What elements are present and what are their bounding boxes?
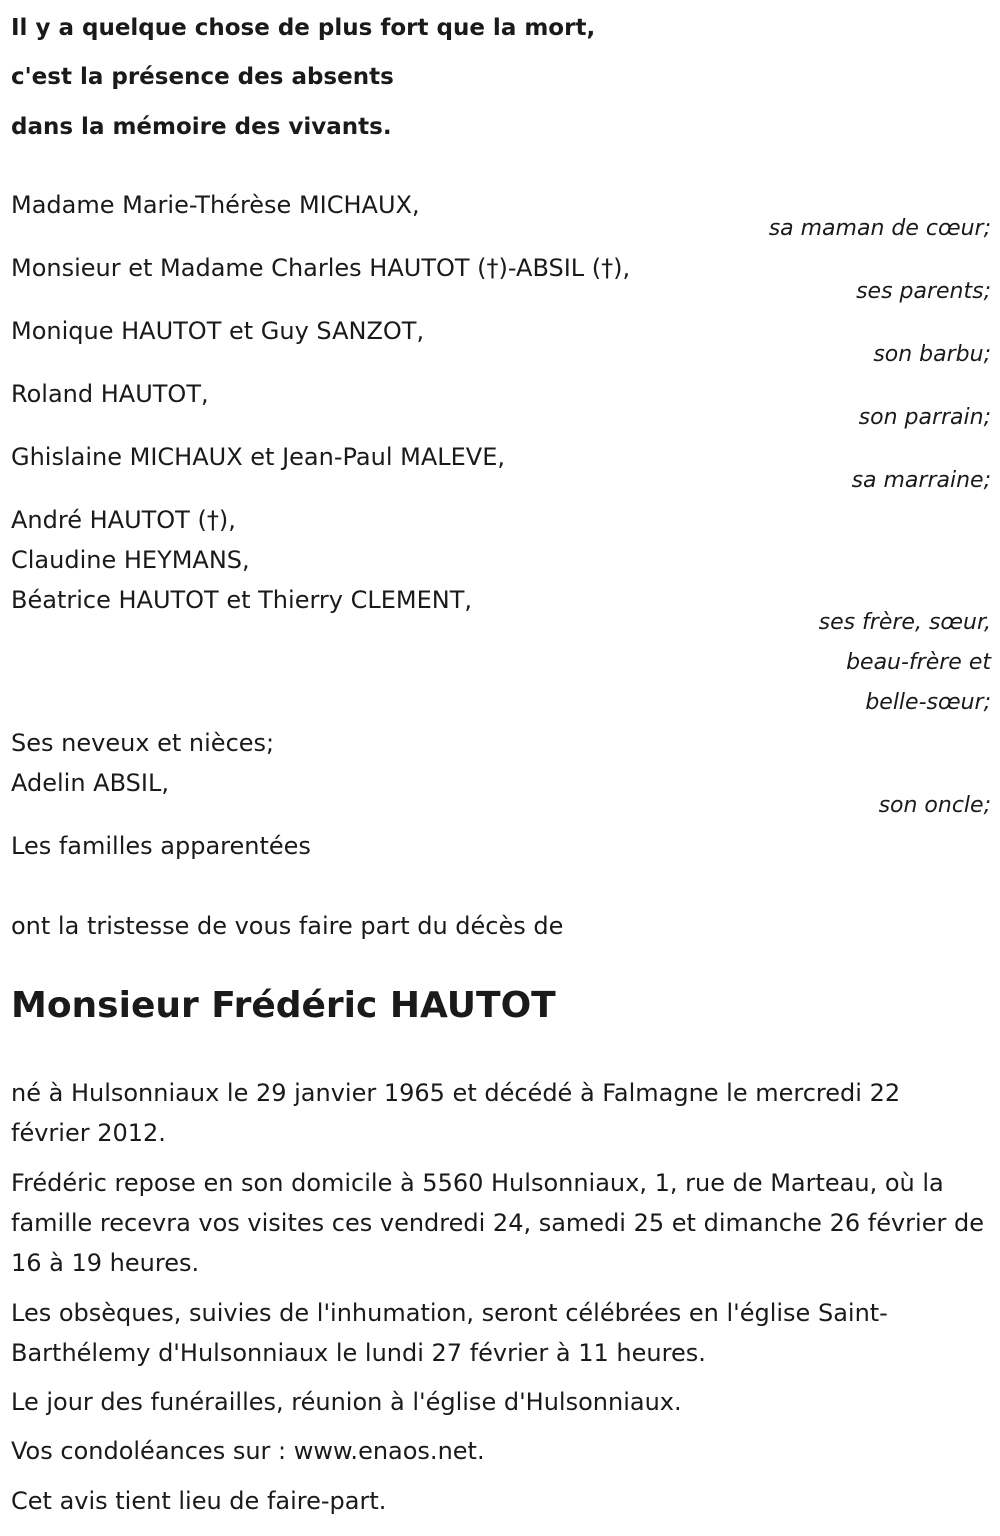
- mourner-marie-therese: Madame Marie-Thérèse MICHAUX,: [11, 191, 420, 219]
- parents-name-end: ),: [613, 254, 631, 282]
- relation-barbu: son barbu;: [873, 342, 991, 367]
- relation-parrain: son parrain;: [858, 405, 991, 430]
- parents-name-start: Monsieur et Madame Charles HAUTOT (: [11, 254, 487, 282]
- relation-marraine: sa marraine;: [851, 468, 991, 493]
- relation-oncle: son oncle;: [878, 793, 991, 818]
- cross-icon: †: [206, 506, 219, 534]
- condolences-paragraph: Vos condoléances sur : www.enaos.net.: [11, 1437, 485, 1465]
- mourner-families: Les familles apparentées: [11, 832, 311, 860]
- andre-name-start: André HAUTOT (: [11, 506, 207, 534]
- funeral-paragraph: Les obsèques, suivies de l'inhumation, seront célébrées en l'église Saint-Barthélemy d'Hulsonniaux le lundi 27 février à 11 heures.: [11, 1299, 888, 1367]
- mourner-andre: [11, 504, 236, 536]
- mourner-ghislaine: Ghislaine MICHAUX et Jean-Paul MALEVE,: [11, 443, 505, 471]
- mourner-adelin: Adelin ABSIL,: [11, 769, 169, 797]
- relation-siblings-line-2: beau-frère et: [846, 650, 991, 675]
- quote-line-3: dans la mémoire des vivants.: [11, 114, 392, 140]
- mourner-claudine: Claudine HEYMANS,: [11, 546, 250, 574]
- mourner-monique: Monique HAUTOT et Guy SANZOT,: [11, 317, 425, 345]
- mourner-nephews: Ses neveux et nièces;: [11, 729, 275, 757]
- meeting-paragraph: Le jour des funérailles, réunion à l'église d'Hulsonniaux.: [11, 1388, 682, 1416]
- quote-line-1: Il y a quelque chose de plus fort que la mort,: [11, 15, 596, 41]
- cross-icon: †: [486, 254, 499, 282]
- announcement-text: ont la tristesse de vous faire part du décès de: [11, 912, 564, 940]
- relation-maman-de-coeur: sa maman de cœur;: [768, 216, 991, 241]
- relation-parents: ses parents;: [856, 279, 991, 304]
- birth-death-paragraph: né à Hulsonniaux le 29 janvier 1965 et décédé à Falmagne le mercredi 22 février 2012.: [11, 1079, 901, 1147]
- andre-name-end: ),: [218, 506, 236, 534]
- relation-siblings-line-1: ses frère, sœur,: [818, 610, 991, 635]
- deceased-name: Monsieur Frédéric HAUTOT: [11, 985, 556, 1026]
- mourner-roland: Roland HAUTOT,: [11, 380, 209, 408]
- cross-icon: †: [601, 254, 614, 282]
- rest-paragraph: Frédéric repose en son domicile à 5560 Hulsonniaux, 1, rue de Marteau, où la famille recevra vos visites ces vendredi 24, samedi 25 et dimanche 26 février de 16 à 19 heures.: [11, 1169, 984, 1277]
- quote-line-2: c'est la présence des absents: [11, 64, 394, 90]
- mourner-beatrice: Béatrice HAUTOT et Thierry CLEMENT,: [11, 586, 473, 614]
- notice-paragraph: Cet avis tient lieu de faire-part.: [11, 1487, 387, 1515]
- mourner-parents: [11, 252, 630, 284]
- relation-siblings-line-3: belle-sœur;: [865, 690, 991, 715]
- parents-name-mid: )-ABSIL (: [498, 254, 602, 282]
